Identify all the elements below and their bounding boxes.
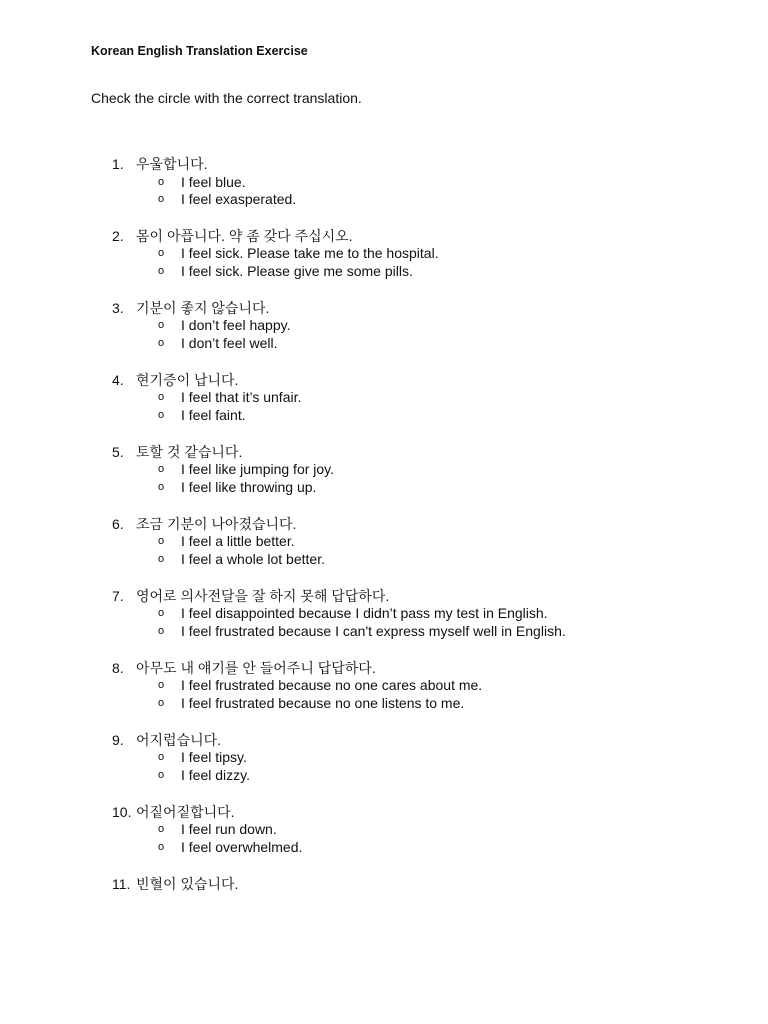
answer-option-text: I feel that it’s unfair.: [181, 389, 302, 406]
question-korean-text: 아무도 내 얘기를 안 들어주니 답답하다.: [136, 659, 376, 676]
answer-option-text: I feel frustrated because I can't express myself well in English.: [181, 623, 566, 639]
question-item: [0, 299, 768, 353]
question-line: [0, 371, 768, 390]
answer-option[interactable]: [0, 533, 768, 551]
circle-bullet-icon[interactable]: o: [158, 463, 165, 476]
answer-option[interactable]: [0, 749, 768, 767]
circle-bullet-icon[interactable]: o: [158, 823, 165, 836]
question-line: [0, 659, 768, 678]
answer-option[interactable]: [0, 407, 768, 425]
answer-option[interactable]: [0, 317, 768, 335]
answer-option[interactable]: [0, 695, 768, 713]
answer-option[interactable]: [0, 839, 768, 857]
answer-option-text: I don’t feel well.: [181, 335, 278, 352]
answer-option-text: I feel faint.: [181, 407, 246, 424]
question-korean-text: 빈혈이 있습니다.: [136, 875, 239, 892]
answer-option[interactable]: [0, 821, 768, 839]
circle-bullet-icon[interactable]: o: [158, 247, 165, 260]
circle-bullet-icon[interactable]: o: [158, 409, 165, 422]
question-item: [0, 587, 768, 641]
question-number: 4.: [112, 371, 124, 388]
answer-option[interactable]: [0, 551, 768, 569]
answer-option-text: I feel a whole lot better.: [181, 551, 325, 568]
answer-option-text: I feel a little better.: [181, 533, 295, 550]
question-korean-text: 조금 기분이 나아졌습니다.: [136, 515, 297, 532]
question-line: [0, 587, 768, 606]
answer-option-text: I feel frustrated because no one cares about me.: [181, 677, 483, 694]
question-item: [0, 155, 768, 209]
circle-bullet-icon[interactable]: o: [158, 319, 165, 332]
answer-option[interactable]: [0, 623, 768, 641]
answer-option-text: I feel overwhelmed.: [181, 838, 303, 855]
circle-bullet-icon[interactable]: o: [158, 768, 165, 781]
answer-option-text: I feel like throwing up.: [181, 479, 317, 496]
circle-bullet-icon[interactable]: o: [158, 840, 165, 853]
question-item: [0, 659, 768, 713]
question-list: [0, 155, 768, 912]
question-number: 9.: [112, 731, 124, 748]
question-number: 11.: [112, 875, 131, 892]
question-line: [0, 803, 768, 822]
answer-option[interactable]: [0, 677, 768, 695]
circle-bullet-icon[interactable]: o: [158, 265, 165, 278]
answer-option-text: I feel disappointed because I didn’t pass my test in English.: [181, 605, 548, 622]
answer-option-text: I feel like jumping for joy.: [181, 461, 335, 478]
answer-option[interactable]: [0, 263, 768, 281]
question-number: 3.: [112, 299, 124, 316]
circle-bullet-icon[interactable]: o: [158, 751, 165, 764]
question-number: 7.: [112, 587, 124, 604]
answer-option[interactable]: [0, 767, 768, 785]
question-korean-text: 영어로 의사전달을 잘 하지 못해 답답하다.: [136, 587, 390, 604]
circle-bullet-icon[interactable]: o: [158, 553, 165, 566]
answer-option[interactable]: [0, 461, 768, 479]
question-line: [0, 443, 768, 462]
question-korean-text: 토할 것 같습니다.: [136, 443, 243, 460]
answer-option[interactable]: [0, 191, 768, 209]
answer-option[interactable]: [0, 174, 768, 192]
question-korean-text: 우울합니다.: [136, 156, 208, 172]
question-item: [0, 803, 768, 857]
question-item: [0, 875, 768, 894]
question-item: [0, 371, 768, 425]
question-korean-text: 어지럽습니다.: [136, 731, 222, 748]
circle-bullet-icon[interactable]: o: [158, 193, 165, 206]
circle-bullet-icon[interactable]: o: [158, 337, 165, 350]
answer-option-text: I don’t feel happy.: [181, 317, 291, 334]
circle-bullet-icon[interactable]: o: [158, 679, 165, 692]
circle-bullet-icon[interactable]: o: [158, 696, 165, 709]
question-line: [0, 731, 768, 750]
answer-option[interactable]: [0, 389, 768, 407]
question-line: [0, 155, 768, 174]
question-line: [0, 227, 768, 246]
question-number: 1.: [112, 156, 124, 172]
circle-bullet-icon[interactable]: o: [158, 607, 165, 620]
answer-option-text: I feel frustrated because no one listens to me.: [181, 694, 465, 711]
question-number: 2.: [112, 227, 124, 244]
question-item: [0, 227, 768, 281]
answer-option-text: I feel sick. Please take me to the hospital.: [181, 245, 439, 262]
answer-option[interactable]: [0, 605, 768, 623]
question-korean-text: 어짙어짙합니다.: [136, 803, 235, 820]
answer-option[interactable]: [0, 479, 768, 497]
answer-option[interactable]: [0, 335, 768, 353]
question-line: [0, 875, 768, 894]
answer-option-text: I feel dizzy.: [181, 766, 250, 783]
question-item: [0, 443, 768, 497]
question-item: [0, 731, 768, 785]
question-number: 5.: [112, 443, 124, 460]
question-korean-text: 기분이 좋지 않습니다.: [136, 299, 270, 316]
question-number: 8.: [112, 659, 124, 676]
circle-bullet-icon[interactable]: o: [158, 535, 165, 548]
answer-option-text: I feel run down.: [181, 821, 277, 838]
answer-option[interactable]: [0, 245, 768, 263]
circle-bullet-icon[interactable]: o: [158, 625, 165, 637]
question-korean-text: 몸이 아픕니다. 약 좀 갖다 주십시오.: [136, 227, 353, 244]
question-number: 6.: [112, 515, 124, 532]
question-item: [0, 515, 768, 569]
circle-bullet-icon[interactable]: o: [158, 391, 165, 404]
instructions: Check the circle with the correct translation.: [91, 90, 362, 106]
document-title: Korean English Translation Exercise: [91, 44, 308, 58]
answer-option-text: I feel blue.: [181, 173, 246, 190]
question-korean-text: 현기증이 납니다.: [136, 371, 239, 388]
question-line: [0, 515, 768, 534]
answer-option-text: I feel sick. Please give me some pills.: [181, 263, 413, 280]
question-number: 10.: [112, 803, 132, 820]
circle-bullet-icon[interactable]: o: [158, 481, 165, 494]
question-line: [0, 299, 768, 318]
circle-bullet-icon[interactable]: o: [158, 175, 165, 188]
answer-option-text: I feel tipsy.: [181, 749, 247, 766]
answer-option-text: I feel exasperated.: [181, 191, 297, 208]
